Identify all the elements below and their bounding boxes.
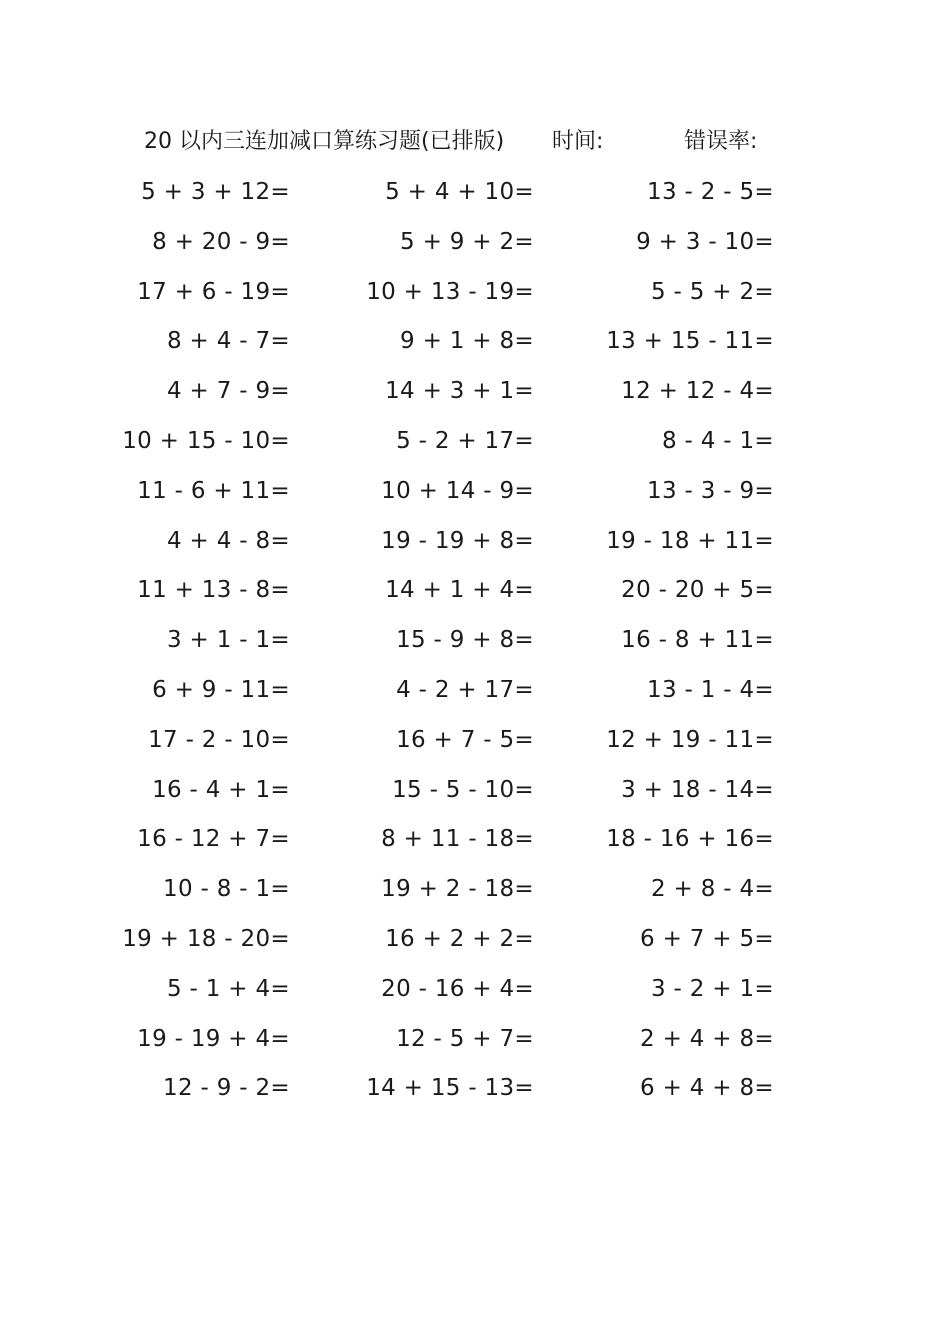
math-problem: 16 + 2 + 2=: [385, 925, 534, 952]
problem-row: [0, 570, 950, 620]
math-problem: 12 + 19 - 11=: [606, 726, 774, 753]
math-problem: 16 - 4 + 1=: [152, 776, 290, 803]
math-problem: 19 + 18 - 20=: [122, 925, 290, 952]
math-problem: 10 + 15 - 10=: [122, 427, 290, 454]
worksheet-header: [144, 124, 784, 160]
problem-row: [0, 869, 950, 919]
math-problem: 16 + 7 - 5=: [396, 726, 534, 753]
math-problem: 20 - 16 + 4=: [381, 975, 534, 1002]
problem-grid: [0, 172, 950, 1118]
problem-row: [0, 421, 950, 471]
math-problem: 19 - 19 + 8=: [381, 527, 534, 554]
math-problem: 11 - 6 + 11=: [137, 477, 290, 504]
math-problem: 19 - 18 + 11=: [606, 527, 774, 554]
math-problem: 4 + 4 - 8=: [167, 527, 290, 554]
problem-row: [0, 670, 950, 720]
math-problem: 5 + 4 + 10=: [385, 179, 534, 205]
math-problem: 10 + 13 - 19=: [366, 278, 534, 305]
problem-row: [0, 720, 950, 770]
problem-row: [0, 371, 950, 421]
math-problem: 15 - 5 - 10=: [392, 776, 534, 803]
math-problem: 4 + 7 - 9=: [167, 378, 290, 405]
math-problem: 15 - 9 + 8=: [396, 627, 534, 654]
math-problem: 2 + 8 - 4=: [651, 876, 774, 903]
problem-row: [0, 770, 950, 820]
time-label: 时间:: [552, 129, 604, 154]
math-problem: 8 + 4 - 7=: [167, 328, 290, 355]
math-problem: 5 - 5 + 2=: [651, 278, 774, 305]
math-problem: 19 + 2 - 18=: [381, 876, 534, 903]
math-problem: 14 + 15 - 13=: [366, 1075, 534, 1102]
math-problem: 17 + 6 - 19=: [137, 278, 290, 305]
math-problem: 9 + 3 - 10=: [636, 228, 774, 255]
problem-row: [0, 919, 950, 969]
math-problem: 9 + 1 + 8=: [400, 328, 534, 355]
math-problem: 12 - 9 - 2=: [163, 1075, 290, 1102]
problem-row: [0, 1019, 950, 1069]
problem-row: [0, 819, 950, 869]
math-problem: 2 + 4 + 8=: [640, 1025, 774, 1052]
problem-row: [0, 172, 950, 222]
math-problem: 20 - 20 + 5=: [621, 577, 774, 604]
problem-row: [0, 969, 950, 1019]
math-problem: 5 + 3 + 12=: [141, 179, 290, 205]
math-problem: 3 - 2 + 1=: [651, 975, 774, 1002]
problem-row: [0, 620, 950, 670]
math-problem: 8 + 20 - 9=: [152, 228, 290, 255]
math-problem: 14 + 3 + 1=: [385, 378, 534, 405]
math-problem: 14 + 1 + 4=: [385, 577, 534, 604]
problem-row: [0, 521, 950, 571]
worksheet-title: 20 以内三连加减口算练习题(已排版): [144, 129, 505, 154]
math-problem: 8 + 11 - 18=: [381, 826, 534, 853]
error-rate-label: 错误率:: [684, 129, 758, 154]
math-problem: 5 - 2 + 17=: [396, 427, 534, 454]
math-problem: 6 + 9 - 11=: [152, 676, 290, 703]
math-problem: 10 - 8 - 1=: [163, 876, 290, 903]
math-problem: 4 - 2 + 17=: [396, 676, 534, 703]
math-problem: 11 + 13 - 8=: [137, 577, 290, 604]
math-problem: 19 - 19 + 4=: [137, 1025, 290, 1052]
math-problem: 16 - 8 + 11=: [621, 627, 774, 654]
math-problem: 13 - 3 - 9=: [647, 477, 774, 504]
math-problem: 5 - 1 + 4=: [167, 975, 290, 1002]
problem-row: [0, 272, 950, 322]
math-problem: 16 - 12 + 7=: [137, 826, 290, 853]
math-problem: 6 + 4 + 8=: [640, 1075, 774, 1102]
problem-row: [0, 1068, 950, 1118]
math-problem: 13 - 2 - 5=: [647, 179, 774, 205]
math-problem: 17 - 2 - 10=: [148, 726, 290, 753]
math-problem: 3 + 1 - 1=: [167, 627, 290, 654]
math-problem: 12 + 12 - 4=: [621, 378, 774, 405]
math-problem: 6 + 7 + 5=: [640, 925, 774, 952]
math-problem: 8 - 4 - 1=: [661, 427, 774, 454]
math-problem: 5 + 9 + 2=: [400, 228, 534, 255]
math-problem: 13 - 1 - 4=: [647, 676, 774, 703]
math-problem: 10 + 14 - 9=: [381, 477, 534, 504]
problem-row: [0, 222, 950, 272]
math-problem: 12 - 5 + 7=: [396, 1025, 534, 1052]
problem-row: [0, 321, 950, 371]
problem-row: [0, 471, 950, 521]
math-problem: 3 + 18 - 14=: [621, 776, 774, 803]
math-problem: 13 + 15 - 11=: [606, 328, 774, 355]
math-problem: 18 - 16 + 16=: [606, 826, 774, 853]
